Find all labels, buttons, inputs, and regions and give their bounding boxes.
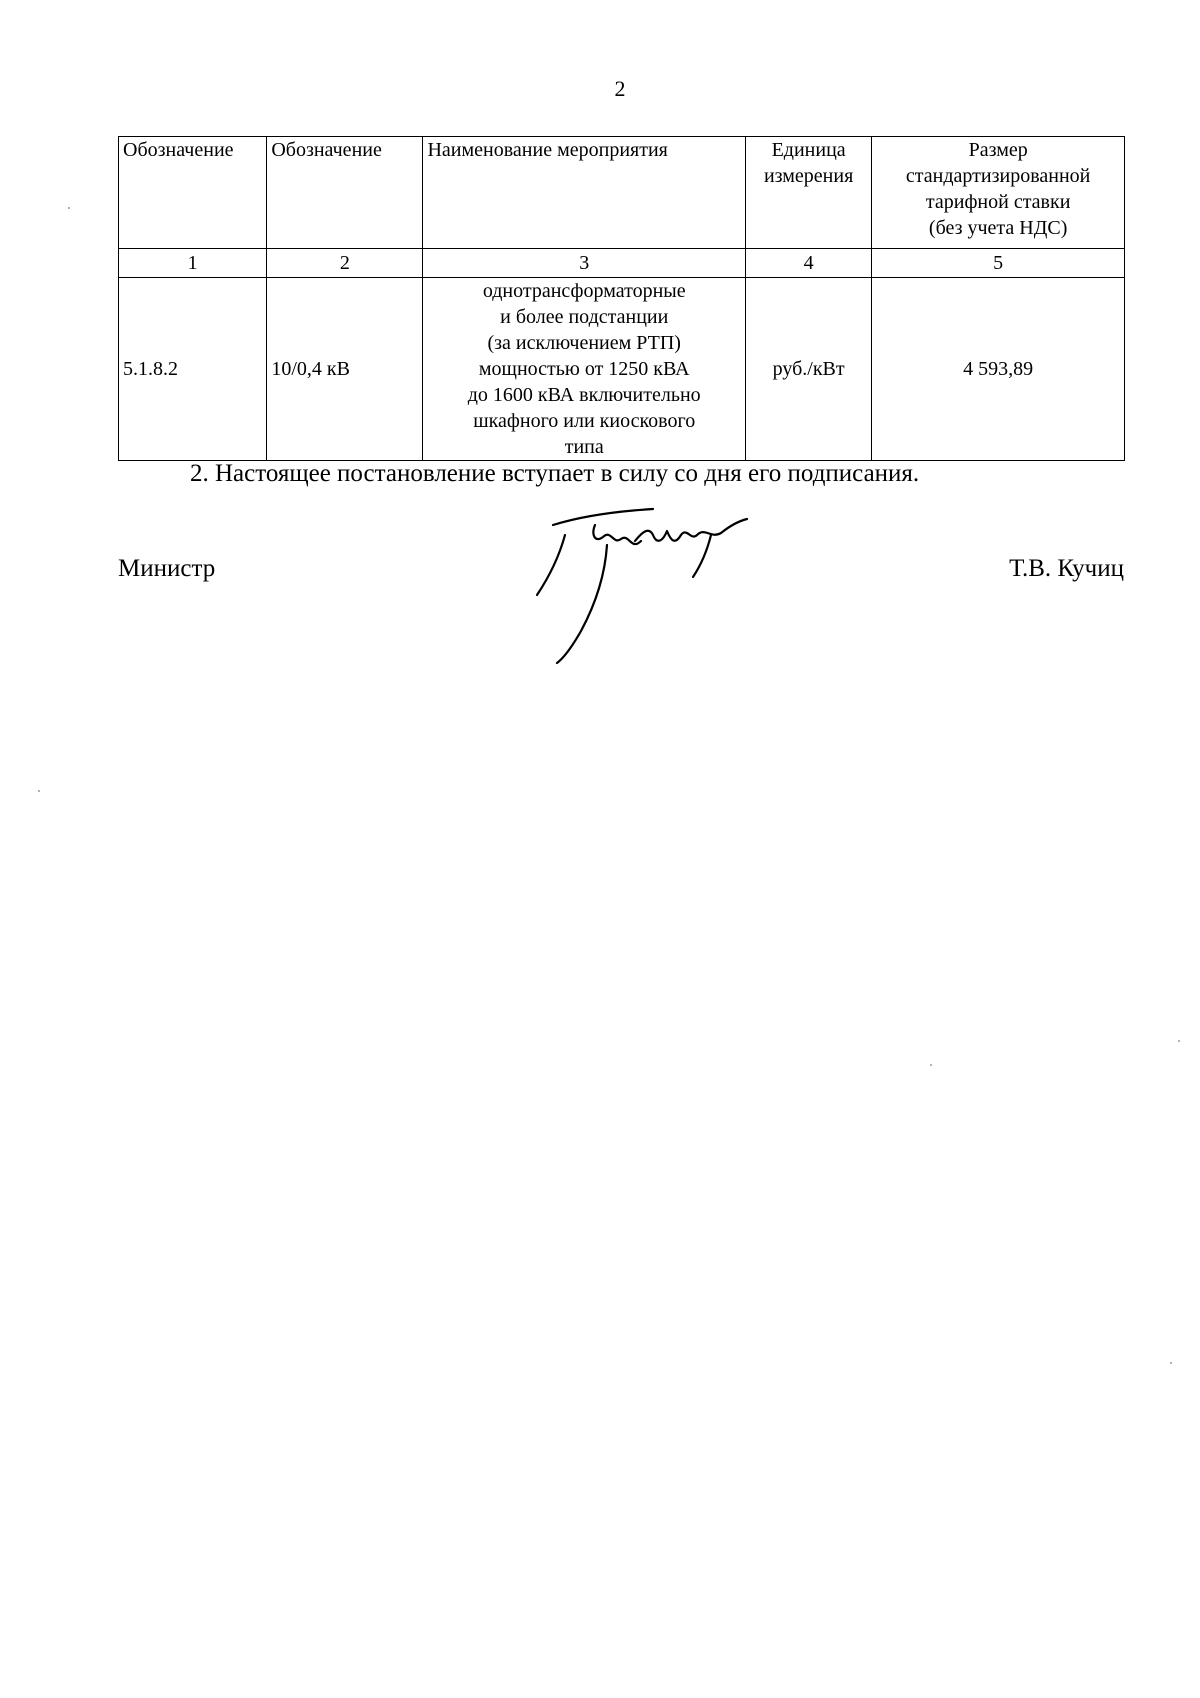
page-number: 2 — [614, 76, 626, 101]
header-rate-line: (без учета НДС) — [928, 217, 1068, 239]
table-header-row — [119, 137, 1125, 249]
scan-speck — [1170, 1362, 1172, 1364]
header-unit-line: Единица — [771, 139, 846, 161]
event-name-line: до 1600 кВА включительно — [467, 384, 701, 406]
column-number: 5 — [872, 249, 1125, 278]
signatory-position: Министр — [118, 555, 216, 582]
event-name-line: и более подстанции — [500, 306, 669, 328]
header-event-name: Наименование мероприятия — [423, 137, 745, 249]
header-designation-2: Обозначение — [267, 137, 423, 249]
header-unit — [745, 137, 871, 249]
column-number: 4 — [745, 249, 871, 278]
header-rate-line: Размер — [968, 139, 1028, 161]
scan-speck — [1178, 1040, 1180, 1042]
header-rate — [872, 137, 1125, 249]
tariff-table — [118, 136, 1125, 461]
column-number-row — [119, 249, 1125, 278]
handwritten-signature — [525, 505, 815, 665]
signatory-name: Т.В. Кучиц — [1009, 555, 1124, 582]
column-number: 3 — [423, 249, 745, 278]
cell-event-name — [423, 278, 745, 461]
cell-rate: 4 593,89 — [872, 278, 1125, 461]
cell-code: 5.1.8.2 — [119, 278, 267, 461]
cell-unit: руб./кВт — [745, 278, 871, 461]
event-name-line: однотрансформаторные — [482, 280, 686, 302]
event-name-line: (за исключением РТП) — [487, 332, 681, 354]
column-number: 2 — [267, 249, 423, 278]
event-name-line: шкафного или киоскового — [473, 410, 696, 432]
scan-speck — [38, 790, 40, 792]
header-rate-line: стандартизированной — [905, 165, 1091, 187]
scan-speck — [68, 207, 70, 209]
table-row — [119, 278, 1125, 461]
event-name-line: типа — [564, 436, 604, 458]
cell-voltage: 10/0,4 кВ — [267, 278, 423, 461]
header-unit-line: измерения — [763, 165, 854, 187]
clause-2-text: 2. Настоящее постановление вступает в силу со дня его подписания. — [190, 460, 920, 487]
header-rate-line: тарифной ставки — [925, 191, 1071, 213]
event-name-line: мощностью от 1250 кВА — [478, 358, 690, 380]
scan-speck — [930, 1064, 932, 1066]
header-designation-1: Обозначение — [119, 137, 267, 249]
column-number: 1 — [119, 249, 267, 278]
